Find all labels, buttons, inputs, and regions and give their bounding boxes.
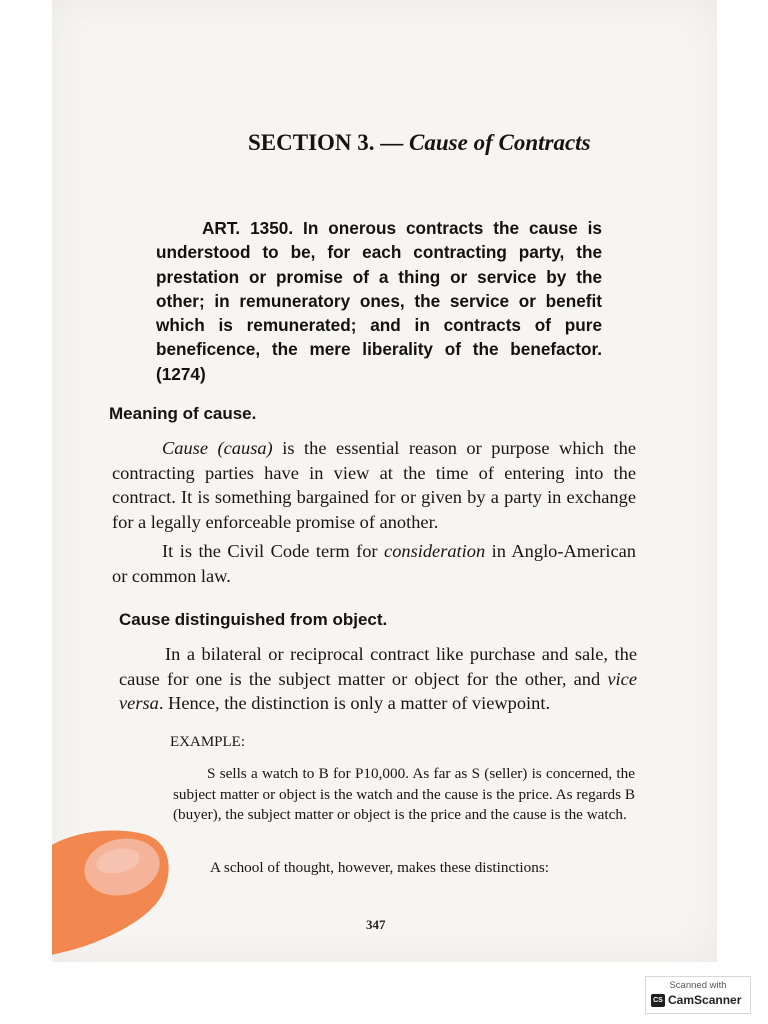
meaning-heading: Meaning of cause.: [109, 404, 257, 423]
distinguished-paragraph-start: In a bilateral or reciprocal contract like purchase and sale, the cause for one is the subject matter or object for the other, and: [119, 644, 637, 689]
watermark-caption: Scanned with: [669, 980, 727, 991]
school-of-thought-text: A school of thought, however, makes these distinctions:: [210, 859, 549, 876]
page-number: 347: [366, 917, 386, 932]
meaning-paragraph-1: [112, 436, 636, 534]
example-text: S sells a watch to B for P10,000. As far as S (seller) is concerned, the subject matter or object is the watch and the cause is the price. As regards B (buyer), the subject matter or object is the price and the cause is the watch.: [173, 765, 635, 824]
section-title-prefix: SECTION 3. —: [248, 130, 404, 155]
thumb-image: [52, 825, 177, 955]
distinguished-heading: Cause distinguished from object.: [119, 610, 388, 629]
section-title: [248, 130, 591, 156]
meaning-paragraph-2-start: It is the Civil Code term for: [162, 541, 385, 561]
camscanner-logo-icon: CS: [651, 994, 665, 1007]
cause-term: Cause (causa): [162, 438, 273, 458]
watermark-brand: CamScanner: [668, 993, 742, 1007]
consideration-term: consideration: [384, 541, 486, 561]
meaning-paragraph-1-body: is the essential reason or purpose which the contracting parties have in view at the time of entering into the contract. It is something bargained for or given by a party in exchange for a legally enforceable promise of another.: [112, 438, 636, 532]
article-1350-text: ART. 1350. In onerous contracts the cause is understood to be, for each contracting party, the prestation or promise of a thing or service by the other; in remuneratory ones, the service or benefit which is remunerated; and in contracts of pure beneficence, the mere liberality of the benefactor. (1274): [156, 218, 602, 384]
meaning-paragraph-2-end: in Anglo-American or common law.: [112, 541, 637, 586]
distinguished-paragraph-end: . Hence, the distinction is only a matter of viewpoint.: [158, 693, 551, 713]
vice-versa-term: vice versa: [119, 668, 637, 713]
example-label: EXAMPLE:: [170, 734, 245, 750]
camscanner-watermark: [645, 976, 751, 1014]
section-title-italic: Cause of Contracts: [409, 130, 591, 155]
scanned-page: [52, 0, 717, 962]
meaning-paragraph-2: [112, 539, 636, 588]
distinguished-paragraph: [119, 642, 637, 716]
